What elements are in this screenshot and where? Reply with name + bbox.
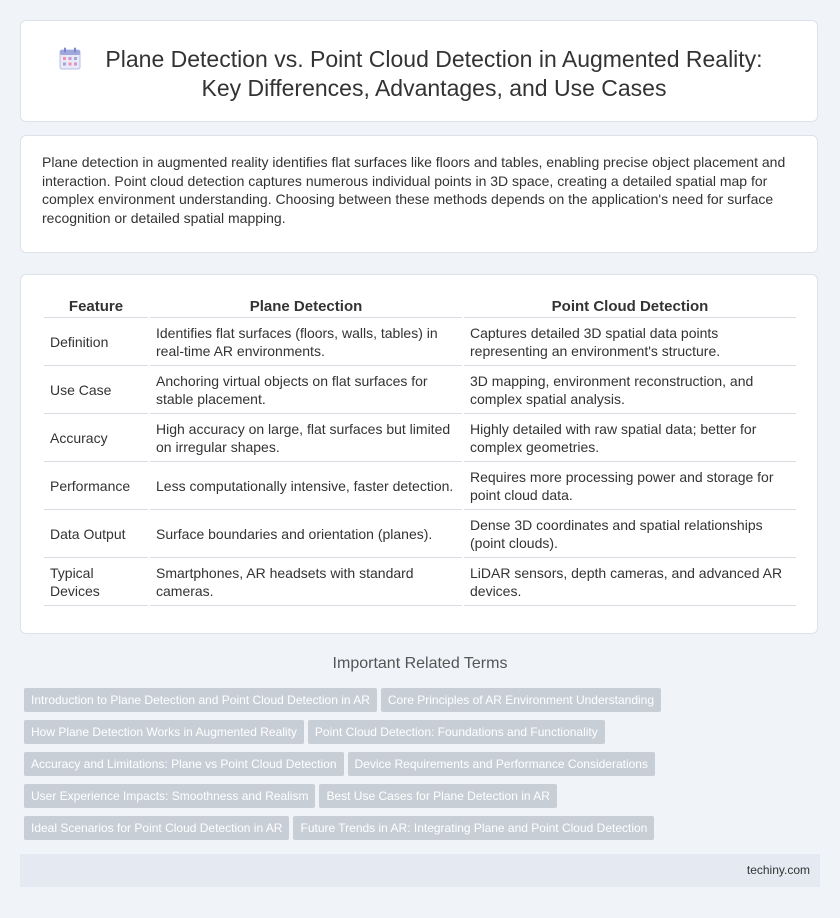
- related-term-tag[interactable]: Future Trends in AR: Integrating Plane and Point Cloud Detection: [293, 816, 654, 840]
- plane-cell: Less computationally intensive, faster detection.: [150, 462, 462, 510]
- table-row: [44, 366, 796, 414]
- related-term-tag[interactable]: Ideal Scenarios for Point Cloud Detection in AR: [24, 816, 289, 840]
- feature-cell: Accuracy: [44, 414, 148, 462]
- comparison-card: [20, 274, 818, 634]
- tag-row: [24, 752, 824, 776]
- header-plane-detection: Plane Detection: [150, 295, 462, 318]
- comparison-table: [42, 295, 798, 606]
- table-row: [44, 558, 796, 606]
- feature-cell: Use Case: [44, 366, 148, 414]
- header-point-cloud-detection: Point Cloud Detection: [464, 295, 796, 318]
- header-feature: Feature: [44, 295, 148, 318]
- title-card: [20, 20, 818, 122]
- plane-cell: Smartphones, AR headsets with standard cameras.: [150, 558, 462, 606]
- feature-cell: Typical Devices: [44, 558, 148, 606]
- point-cloud-cell: LiDAR sensors, depth cameras, and advanced AR devices.: [464, 558, 796, 606]
- plane-cell: Identifies flat surfaces (floors, walls, tables) in real-time AR environments.: [150, 318, 462, 366]
- tag-row: [24, 816, 824, 840]
- tag-row: [24, 784, 824, 808]
- feature-cell: Performance: [44, 462, 148, 510]
- table-row: [44, 462, 796, 510]
- related-terms-heading: Important Related Terms: [332, 655, 508, 672]
- related-terms-list: [24, 688, 824, 848]
- related-term-tag[interactable]: Device Requirements and Performance Considerations: [348, 752, 655, 776]
- table-header-row: [44, 295, 796, 318]
- point-cloud-cell: Dense 3D coordinates and spatial relationships (point clouds).: [464, 510, 796, 558]
- footer: [20, 854, 820, 887]
- plane-cell: High accuracy on large, flat surfaces but limited on irregular shapes.: [150, 414, 462, 462]
- plane-cell: Anchoring virtual objects on flat surfaces for stable placement.: [150, 366, 462, 414]
- table-row: [44, 510, 796, 558]
- feature-cell: Data Output: [44, 510, 148, 558]
- table-row: [44, 414, 796, 462]
- related-term-tag[interactable]: Core Principles of AR Environment Understanding: [381, 688, 661, 712]
- point-cloud-cell: Captures detailed 3D spatial data points representing an environment's structure.: [464, 318, 796, 366]
- tag-row: [24, 720, 824, 744]
- tag-row: [24, 688, 824, 712]
- page-title: Plane Detection vs. Point Cloud Detection in Augmented Reality: Key Differences, Advantages, and Use Cases: [105, 46, 763, 101]
- intro-paragraph: Plane detection in augmented reality identifies flat surfaces like floors and tables, enabling precise object placement and interaction. Point cloud detection captures numerous individual points in 3D space, creating a detailed spatial map for complex environment understanding. Choosing between these methods depends on the application's need for surface recognition or detailed spatial mapping.: [42, 154, 786, 226]
- point-cloud-cell: Requires more processing power and storage for point cloud data.: [464, 462, 796, 510]
- plane-cell: Surface boundaries and orientation (planes).: [150, 510, 462, 558]
- feature-cell: Definition: [44, 318, 148, 366]
- point-cloud-cell: Highly detailed with raw spatial data; better for complex geometries.: [464, 414, 796, 462]
- related-term-tag[interactable]: Best Use Cases for Plane Detection in AR: [319, 784, 556, 808]
- related-term-tag[interactable]: How Plane Detection Works in Augmented Reality: [24, 720, 304, 744]
- related-term-tag[interactable]: Point Cloud Detection: Foundations and Functionality: [308, 720, 605, 744]
- intro-card: [20, 135, 818, 253]
- related-term-tag[interactable]: Introduction to Plane Detection and Point Cloud Detection in AR: [24, 688, 377, 712]
- point-cloud-cell: 3D mapping, environment reconstruction, and complex spatial analysis.: [464, 366, 796, 414]
- related-term-tag[interactable]: User Experience Impacts: Smoothness and Realism: [24, 784, 315, 808]
- footer-site-name: techiny.com: [746, 863, 810, 877]
- related-term-tag[interactable]: Accuracy and Limitations: Plane vs Point Cloud Detection: [24, 752, 344, 776]
- table-row: [44, 318, 796, 366]
